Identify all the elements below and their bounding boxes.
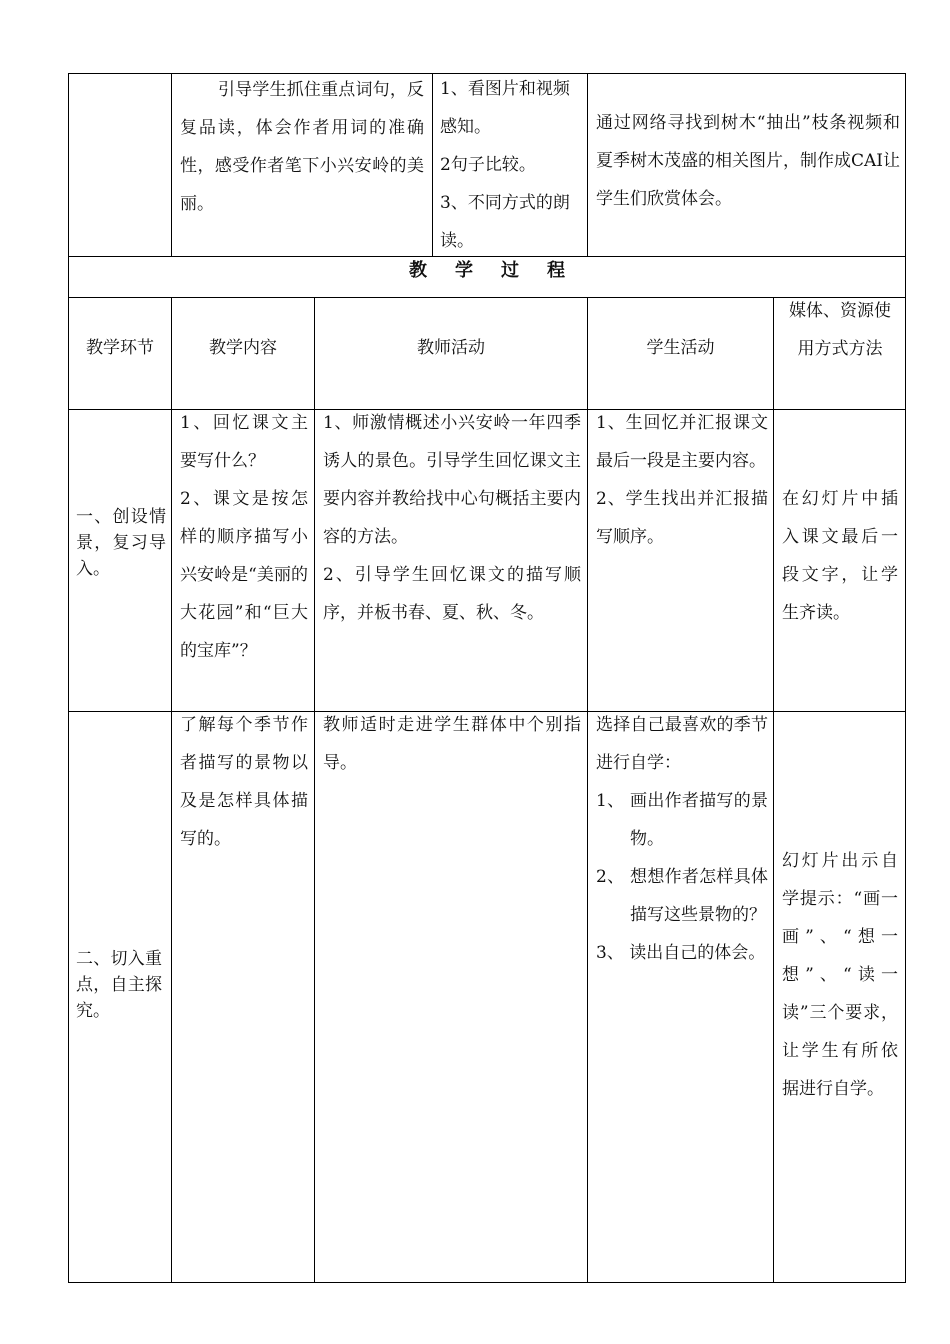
- row1-stage: 一、创设情景，复习导入。: [76, 507, 166, 579]
- col-divider: [314, 297, 315, 1283]
- row1-content: [180, 404, 308, 670]
- header-student: 学生活动: [646, 338, 715, 358]
- list-item: 3、 读出自己的体会。: [596, 943, 766, 963]
- header-teacher: 教师活动: [417, 338, 485, 358]
- table-bottom-border: [68, 1282, 906, 1283]
- row2-teacher: 教师适时走进学生群体中个别指导。: [323, 715, 581, 773]
- row1-student-item: 1、生回忆并汇报课文最后一段是主要内容。: [596, 413, 768, 471]
- row2-stage: 二、切入重点，自主探究。: [76, 949, 162, 1021]
- header-stage: 教学环节: [86, 338, 154, 358]
- row1-student-item: 2、学生找出并汇报描写顺序。: [596, 489, 768, 547]
- table-left-border: [68, 73, 69, 1283]
- list-item: 1、 画出作者描写的景物。: [596, 791, 768, 849]
- row1-media: 在幻灯片中插入课文最后一段文字，让学生齐读。: [782, 489, 898, 623]
- col-divider: [587, 297, 588, 1283]
- row1-content-item: 1、回忆课文主要写什么？: [180, 413, 308, 471]
- row2-student-list: [596, 782, 768, 972]
- list-item: 2、 想想作者怎样具体描写这些景物的？: [596, 867, 768, 925]
- header-content: 教学内容: [209, 338, 277, 358]
- method-item: 2句子比较。: [440, 155, 536, 175]
- top-row-goal: 引导学生抓住重点词句，反复品读，体会作者用词的准确性，感受作者笔下小兴安岭的美丽。: [180, 80, 424, 214]
- row1-content-item: 2、课文是按怎样的顺序描写小兴安岭是“美丽的大花园”和“巨大的宝库”？: [180, 489, 308, 661]
- header-media: 媒体、资源使用方式方法: [789, 301, 891, 359]
- row1-student: [596, 404, 768, 556]
- row1-teacher-item: 1、师激情概述小兴安岭一年四季诱人的景色。引导学生回忆课文主要内容并教给找中心句概括主要内容的方法。: [323, 413, 581, 547]
- col-divider: [587, 73, 588, 257]
- method-item: 1、看图片和视频感知。: [440, 79, 570, 137]
- col-divider: [171, 297, 172, 1283]
- method-item: 3、不同方式的朗读。: [440, 193, 570, 251]
- top-row-methods: [440, 70, 582, 260]
- row1-teacher-item: 2、引导学生回忆课文的描写顺序，并板书春、夏、秋、冬。: [323, 565, 581, 623]
- col-divider: [773, 297, 774, 1283]
- row2-content: 了解每个季节作者描写的景物以及是怎样具体描写的。: [180, 715, 308, 849]
- row2-student-intro: 选择自己最喜欢的季节进行自学：: [596, 715, 768, 773]
- row-divider: [68, 297, 906, 298]
- row2-media: 幻灯片出示自学提示：“画一画”、“想一想”、“读一读”三个要求，让学生有所依据进行自学。: [782, 851, 898, 1099]
- row2-student: [596, 706, 768, 972]
- top-row-resources: 通过网络寻找到树木“抽出”枝条视频和夏季树木茂盛的相关图片，制作成CAI让学生们欣赏体会。: [596, 113, 900, 209]
- section-title: 教学过程: [409, 260, 593, 281]
- table-right-border: [905, 73, 906, 1283]
- row1-teacher: [323, 404, 581, 632]
- col-divider: [432, 73, 433, 257]
- col-divider: [171, 73, 172, 257]
